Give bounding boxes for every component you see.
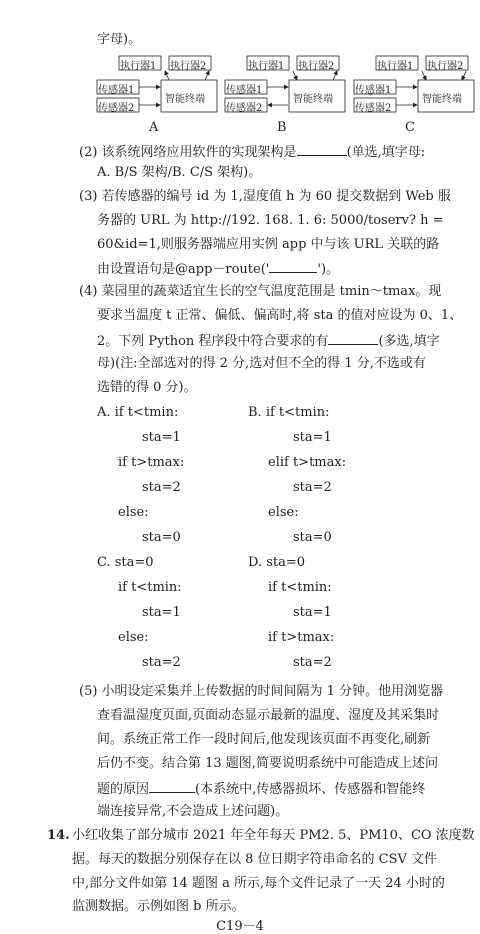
q14-number: 14. [47,828,70,843]
terminal-label: 智能终端 [293,94,333,105]
exec1-label: 执行器1 [248,61,285,72]
sensor2-label: 传感器2 [226,103,263,114]
exec1-label: 执行器1 [120,61,157,72]
q4-line5: 选错的得 0 分)。 [97,380,197,395]
q2-answer-blank[interactable] [297,141,347,156]
sensor1-label: 传感器1 [355,85,392,96]
q3-answer-blank[interactable] [269,258,317,273]
q14-line4: 监测数据。示例如图 b 所示。 [72,899,245,914]
q5-line3: 间。系统正常工作一段时间后,他发现该页面不再变化,刷新 [97,732,431,747]
q2-text-a: (2) 该系统网络应用软件的实现架构是 [79,145,297,160]
q5-text-b: (本系统中,传感器损坏、传感器和智能终 [195,782,426,797]
q3-line4 [97,258,339,280]
sensor1-label: 传感器1 [226,85,263,96]
q4-text-b: (多选,填字 [378,334,440,349]
option-a-line3: if t>tmax: [118,455,185,470]
option-c-line1: C. sta=0 [97,555,154,570]
q2-line1 [79,141,425,163]
option-c-line2: if t<tmin: [118,580,182,595]
exec2-label: 执行器2 [170,61,207,72]
exec2-label: 执行器2 [298,61,335,72]
q5-answer-blank[interactable] [149,778,195,793]
terminal-label: 智能终端 [165,94,205,105]
q2-line2: A. B/S 架构/B. C/S 架构)。 [97,165,262,180]
diagram-c-caption: C [405,120,415,135]
option-b-line1: B. if t<tmin: [248,405,330,420]
q5-text-a: 题的原因 [97,782,150,797]
q4-line1: (4) 菜园里的蔬菜适宜生长的空气温度范围是 tmin～tmax。现 [79,284,442,299]
diagram-a [95,54,235,116]
option-a-line5: else: [118,505,149,520]
q4-line2: 要求当温度 t 正常、偏低、偏高时,将 sta 的值对应设为 0、1、 [97,308,463,323]
option-b-line2: sta=1 [293,430,332,445]
option-b-line4: sta=2 [293,480,332,495]
q5-line1: (5) 小明设定采集并上传数据的时间间隔为 1 分钟。他用浏览器 [79,684,444,699]
terminal-label: 智能终端 [422,94,462,105]
q5-line4: 后仍不变。结合第 13 题图,简要说明系统中可能造成上述问 [97,756,438,771]
option-d-line5: sta=2 [293,655,332,670]
option-a-line1: A. if t<tmin: [97,405,179,420]
option-d-line3: sta=1 [293,605,332,620]
option-c-line5: sta=2 [142,655,181,670]
option-b-line3: elif t>tmax: [268,455,347,470]
q5-line6: 端连接异常,不会造成上述问题)。 [97,804,289,819]
diagram-b-caption: B [277,120,287,135]
option-d-line1: D. sta=0 [248,555,306,570]
q3-line2: 务器的 URL 为 http://192. 168. 1. 6: 5000/toserv? h = [97,213,444,228]
q4-line4: 母)(注:全部选对的得 2 分,选对但不全的得 1 分,不选或有 [97,356,426,371]
exec2-label: 执行器2 [427,61,464,72]
diagram-c [352,54,480,116]
sensor2-label: 传感器2 [355,103,392,114]
exec1-label: 执行器1 [377,61,414,72]
page-number: C19－4 [216,919,264,934]
diagram-b [223,54,363,116]
diagram-a-caption: A [149,120,159,135]
option-b-line6: sta=0 [293,530,332,545]
q4-answer-blank[interactable] [328,330,378,345]
q5-line5 [97,778,425,800]
q3-line3: 60&id=1,则服务器端应用实例 app 中与该 URL 关联的路 [97,237,440,252]
option-d-line2: if t<tmin: [268,580,332,595]
option-b-line5: else: [268,505,299,520]
continued-text: 字母)。 [97,32,142,47]
q3-line1: (3) 若传感器的编号 id 为 1,湿度值 h 为 60 提交数据到 Web 服 [79,189,451,204]
option-a-line2: sta=1 [142,430,181,445]
q14-line1: 小红收集了部分城市 2021 年全年每天 PM2. 5、PM10、CO 浓度数 [72,828,475,843]
option-a-line6: sta=0 [142,530,181,545]
sensor1-label: 传感器1 [98,85,135,96]
q4-line3 [97,330,440,352]
q5-line2: 查看温湿度页面,页面动态显示最新的温度、湿度及其采集时 [97,708,440,723]
q3-text-a: 由设置语句是@app－route(' [97,262,270,277]
option-c-line4: else: [118,630,149,645]
q2-text-b: (单选,填字母: [346,145,426,160]
q4-text-a: 2。下列 Python 程序段中符合要求的有 [97,334,329,349]
q14-line2: 据。每天的数据分别保存在以 8 位日期字符串命名的 CSV 文件 [72,852,438,867]
option-c-line3: sta=1 [142,605,181,620]
option-a-line4: sta=2 [142,480,181,495]
option-d-line4: if t>tmax: [268,630,335,645]
sensor2-label: 传感器2 [98,103,135,114]
q3-text-b: ')。 [317,262,340,277]
q14-line3: 中,部分文件如第 14 题图 a 所示,每个文件记录了一天 24 小时的 [72,876,445,891]
